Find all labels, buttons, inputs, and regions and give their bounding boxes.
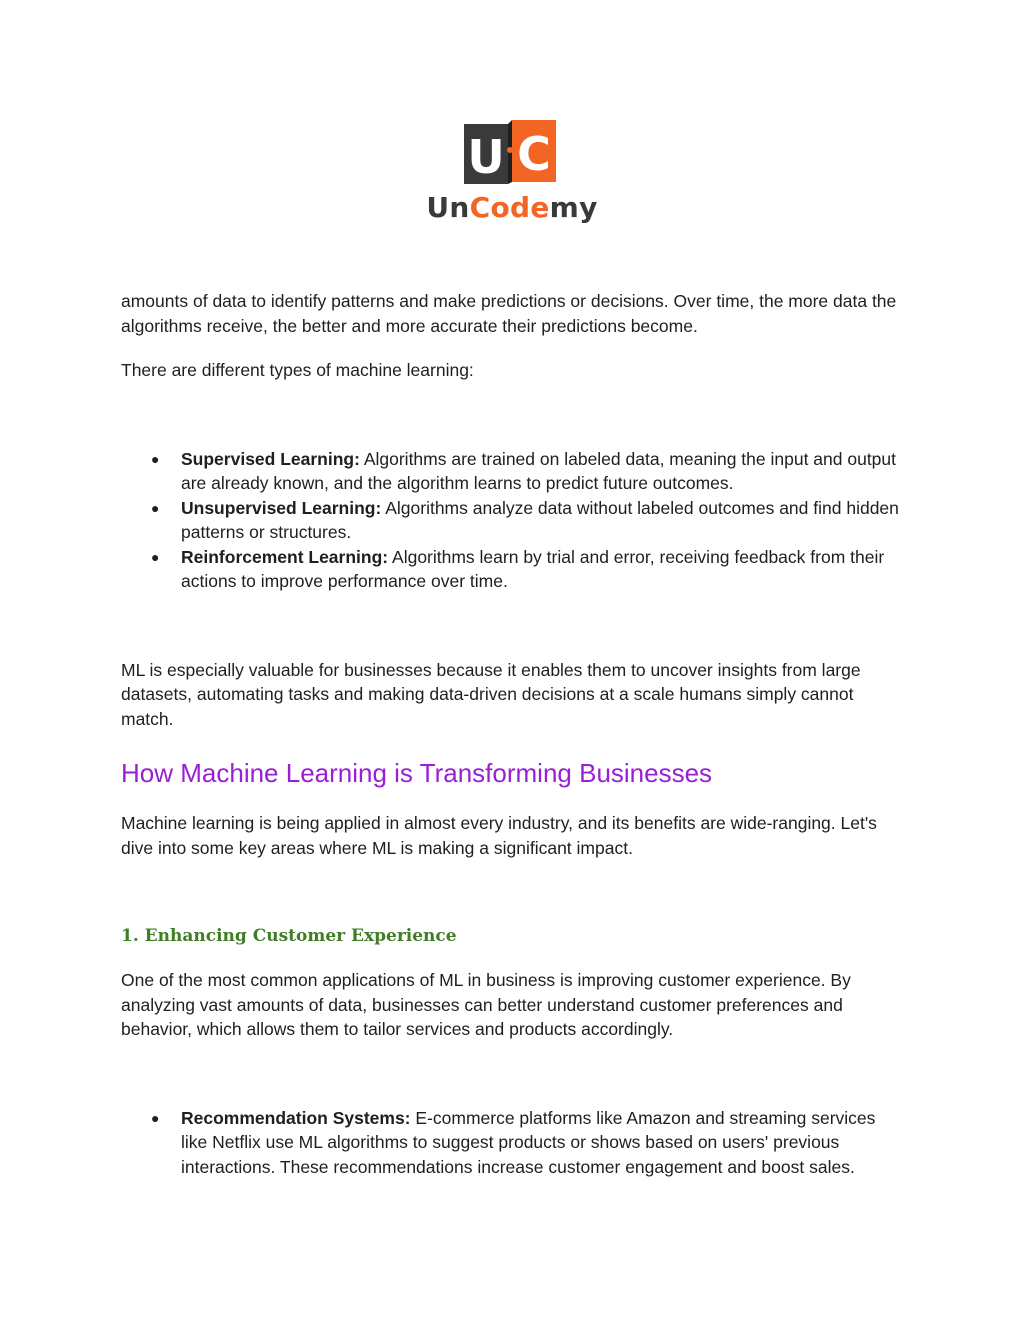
- list-item-text: E-commerce platforms like Amazon and streaming services like Netflix use ML algorithms to suggest products or shows based on users' previous interactions. These recommendations increase customer engagement and boost sales.: [181, 1107, 876, 1177]
- document-body: [121, 289, 906, 1179]
- customer-experience-list: [121, 1106, 906, 1180]
- bullet-icon: ●: [151, 450, 160, 467]
- list-item-text: Algorithms learn by trial and error, receiving feedback from their actions to improve performance over time.: [181, 546, 885, 591]
- section-paragraph: Machine learning is being applied in almost every industry, and its benefits are wide-ranging. Let's dive into some key areas where ML is making a significant impact.: [121, 813, 877, 858]
- logo: [0, 118, 1024, 186]
- list-item: [121, 496, 906, 545]
- list-item-text: Algorithms analyze data without labeled outcomes and find hidden patterns or structures.: [181, 497, 899, 542]
- bullet-icon: ●: [151, 499, 160, 516]
- types-intro-paragraph: There are different types of machine learning:: [121, 360, 474, 380]
- logo-left-letter: U: [467, 130, 505, 184]
- business-value-paragraph: ML is especially valuable for businesses because it enables them to uncover insights from large datasets, automating tasks and making data-driven decisions at a scale humans simply cannot match.: [121, 659, 861, 729]
- bullet-icon: ●: [151, 548, 160, 565]
- list-item: [121, 1106, 906, 1180]
- logo-wordmark: UnCodemy: [426, 191, 598, 224]
- ml-types-list: [121, 447, 906, 594]
- logo-right-letter: C: [517, 127, 551, 181]
- list-item-text: Algorithms are trained on labeled data, meaning the input and output are already known, and the algorithm learns to predict future outcomes.: [181, 448, 897, 493]
- subsection-paragraph: One of the most common applications of ML in business is improving customer experience. By analyzing vast amounts of data, businesses can better understand customer preferences and behavior, which allows them to tailor services and products accordingly.: [121, 970, 851, 1039]
- list-item-term: Reinforcement Learning:: [181, 546, 389, 567]
- list-item: [121, 545, 906, 594]
- bullet-icon: ●: [151, 1109, 160, 1126]
- uncodemy-logo-mark: [462, 118, 562, 186]
- list-item: [121, 447, 906, 496]
- intro-paragraph: amounts of data to identify patterns and make predictions or decisions. Over time, the more data the algorithms receive, the better and more accurate their predictions become.: [121, 291, 897, 336]
- logo-dot: [507, 147, 513, 153]
- subsection-heading: 1. Enhancing Customer Experience: [121, 926, 457, 946]
- list-item-term: Unsupervised Learning:: [181, 497, 382, 518]
- list-item-term: Recommendation Systems:: [181, 1107, 411, 1128]
- section-heading: How Machine Learning is Transforming Businesses: [121, 758, 713, 788]
- list-item-term: Supervised Learning:: [181, 448, 360, 469]
